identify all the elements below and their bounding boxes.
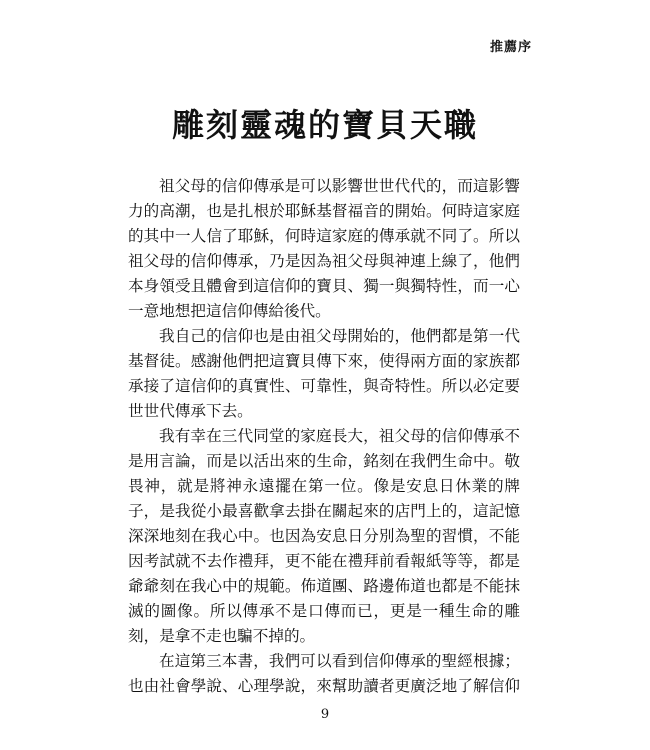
body-text [128,174,520,699]
text-line: 因考試就不去作禮拜，更不能在禮拜前看報紙等等，都是 [128,552,520,570]
text-line: 爺爺刻在我心中的規範。佈道團、路邊佈道也都是不能抹 [128,577,520,595]
text-line: 基督徒。感謝他們把這寶貝傳下來，使得兩方面的家族都 [128,352,520,370]
text-line: 刻，是拿不走也騙不掉的。 [128,627,316,645]
text-line: 子，是我從小最喜歡拿去掛在關起來的店門上的，這記憶 [128,502,520,520]
text-line: 也由社會學說、心理學說，來幫助讀者更廣泛地了解信仰 [128,677,520,695]
paragraph [128,649,520,699]
chapter-title: 雕刻靈魂的寶貝天職 [171,106,478,144]
text-line: 本身領受且體會到這信仰的寶貝、獨一與獨特性，而一心 [128,277,520,295]
text-line: 世世代傳承下去。 [128,402,253,420]
text-line: 一意地想把這信仰傳給後代。 [128,302,331,320]
page-number: 9 [320,707,330,722]
text-line: 我有幸在三代同堂的家庭長大，祖父母的信仰傳承不 [159,427,520,445]
paragraph [128,324,520,424]
text-line: 在這第三本書，我們可以看到信仰傳承的聖經根據； [159,652,520,670]
text-line: 力的高潮，也是扎根於耶穌基督福音的開始。何時這家庭 [128,202,520,220]
paragraph [128,174,520,324]
text-line: 深深地刻在我心中。也因為安息日分別為聖的習慣，不能 [128,527,520,545]
text-line: 的其中一人信了耶穌，何時這家庭的傳承就不同了。所以 [128,227,520,245]
text-line: 祖父母的信仰傳承，乃是因為祖父母與神連上線了，他們 [128,252,520,270]
text-line: 我自己的信仰也是由祖父母開始的，他們都是第一代 [159,327,520,345]
text-line: 是用言論，而是以活出來的生命，銘刻在我們生命中。敬 [128,452,520,470]
running-header: 推薦序 [489,40,532,55]
text-line: 滅的圖像。所以傳承不是口傳而已，更是一種生命的雕 [128,602,520,620]
paragraph [128,424,520,649]
text-line: 承接了這信仰的真實性、可靠性，與奇特性。所以必定要 [128,377,520,395]
text-line: 祖父母的信仰傳承是可以影響世世代代的，而這影響 [159,177,520,195]
text-line: 畏神，就是將神永遠擺在第一位。像是安息日休業的牌 [128,477,520,495]
